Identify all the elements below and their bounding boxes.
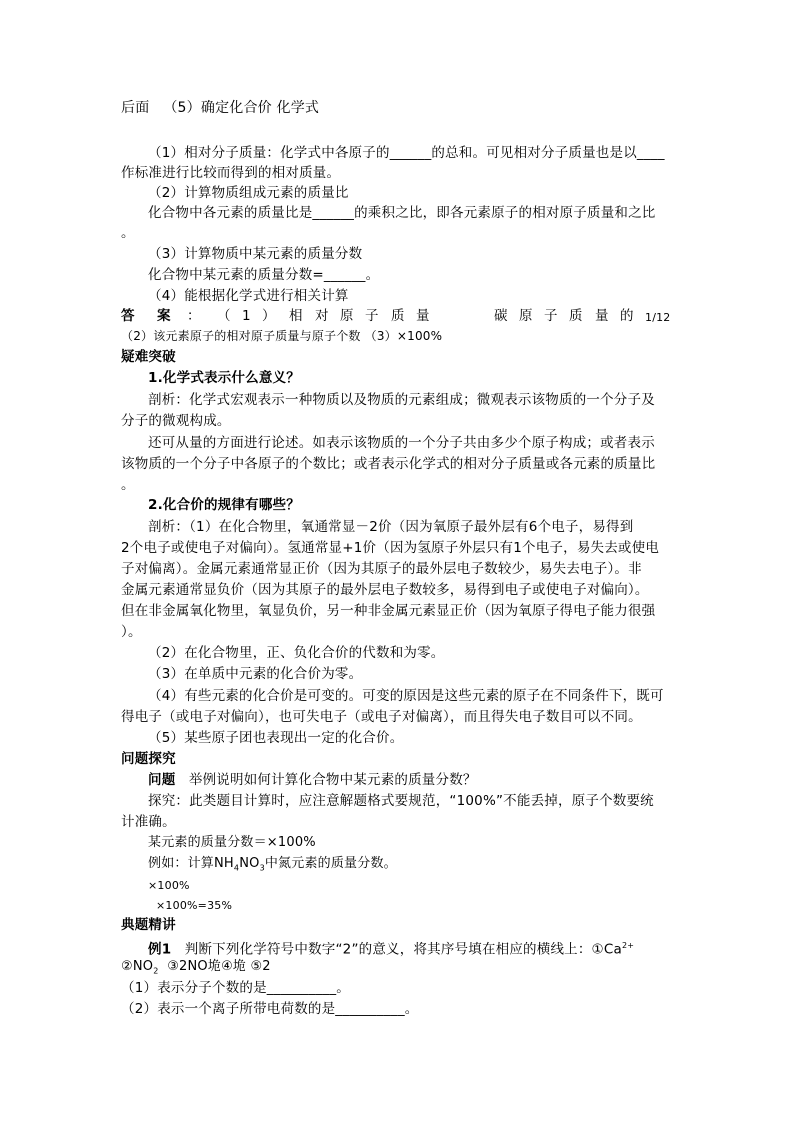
example-1-text: 判断下列化学符号中数字“2”的意义，将其序号填在相应的横线上：①Ca xyxy=(184,941,622,958)
symbol-no2: ②NO xyxy=(121,959,154,974)
question-2: 2.化合价的规律有哪些？ xyxy=(148,497,300,513)
rule-3: （3）在单质中元素的化合价为零。 xyxy=(148,666,363,682)
answer-label-2: 案 xyxy=(157,308,171,324)
explore-line-2: 计准确。 xyxy=(121,814,176,830)
inquiry-question xyxy=(148,770,477,790)
rule-4-line-2: 得电子（或电子对偏向），也可失电子（或电子对偏离），而且得失电子数目可以不同。 xyxy=(121,709,642,725)
answer-char: 碳 xyxy=(494,308,508,324)
point-3-line-1: 化合物中某元素的质量分数=______。 xyxy=(148,267,380,283)
answer-char: 子 xyxy=(544,308,558,324)
example-text-a: 例如：计算NH xyxy=(148,856,234,871)
q2-line-2: 2个电子或使电子对偏向）。氢通常显+1价（因为氢原子外层只有1个电子，易失去或使电 xyxy=(121,540,660,556)
answer-char: 子 xyxy=(365,308,379,324)
subscript-2: 2 xyxy=(153,966,159,976)
example-1-label: 例1 xyxy=(148,941,172,958)
q1-line-1: 剖析：化学式宏观表示一种物质以及物质的元素组成；微观表示该物质的一个分子及 xyxy=(148,392,655,408)
point-4-heading: （4）能根据化学式进行相关计算 xyxy=(148,288,349,304)
answer-char: 原 xyxy=(519,308,533,324)
q1-line-2: 分子的微观构成。 xyxy=(121,413,231,429)
inquiry-label: 问题 xyxy=(148,772,176,788)
rule-2: （2）在化合物里，正、负化合价的代数和为零。 xyxy=(148,645,445,661)
answer-label-1: 答 xyxy=(121,308,135,324)
point-1-line-2: 作标准进行比较而得到的相对质量。 xyxy=(121,165,341,181)
example-line xyxy=(148,854,397,879)
answer-char: 相 xyxy=(289,308,303,324)
point-2-line-2: 。 xyxy=(121,225,135,241)
q2-line-3: 子对偏离）。金属元素通常显正价（因为其原子的最外层电子数较少，易失去电子）。非 xyxy=(121,561,642,577)
example-1 xyxy=(148,936,634,960)
example-text-b: NO xyxy=(239,856,260,871)
answer-char: 量 xyxy=(416,308,430,324)
heading-inquiry: 问题探究 xyxy=(121,751,176,767)
example-text-c: 中氮元素的质量分数。 xyxy=(264,856,397,871)
calc-line-2: ×100%=35% xyxy=(156,899,233,912)
fill-blank-2: （2）表示一个离子所带电荷数的是__________。 xyxy=(121,1001,419,1017)
subscript-4: 4 xyxy=(233,863,240,873)
point-2-line-1: 化合物中各元素的质量比是______的乘积之比，即各元素原子的相对原子质量和之比 xyxy=(148,205,656,221)
point-3-heading: （3）计算物质中某元素的质量分数 xyxy=(148,246,363,262)
heading-examples: 典题精讲 xyxy=(121,917,176,933)
answer-char: 量 xyxy=(595,308,609,324)
q1-line-5: 。 xyxy=(121,477,135,493)
point-2-heading: （2）计算物质组成元素的质量比 xyxy=(148,185,349,201)
answer-paren-close: ） xyxy=(262,308,276,324)
answer-line-2: （2）该元素原子的相对原子质量与原子个数 （3）×100% xyxy=(121,329,443,343)
question-1: 1.化学式表示什么意义？ xyxy=(148,370,300,386)
q1-line-4: 该物质的一个分子中各原子的个数比；或者表示化学式的相对分子质量或各元素的质量比 xyxy=(121,456,656,472)
answer-char: 的 xyxy=(620,308,634,324)
answer-char: 对 xyxy=(315,308,329,324)
explore-line-1: 探究：此类题目计算时，应注意解题格式要规范，“100%”不能丢掉，原子个数要统 xyxy=(148,793,654,809)
answer-number: 1 xyxy=(242,308,251,324)
section-header xyxy=(121,98,319,118)
answer-paren-open: （ xyxy=(217,308,231,324)
answer-char: 质 xyxy=(391,308,405,324)
answer-char: 质 xyxy=(569,308,583,324)
formula-line: 某元素的质量分数＝×100% xyxy=(148,835,316,850)
rule-5: （5）某些原子团也表现出一定的化合价。 xyxy=(148,730,404,746)
calc-line-1: ×100% xyxy=(148,879,190,892)
superscript-2plus: 2+ xyxy=(621,941,635,950)
symbols-rest: ③2NO垝④垝 ⑤2 xyxy=(167,959,271,974)
header-prefix: 后面 xyxy=(121,100,150,116)
q2-line-5: 但在非金属氧化物里，氧显负价，另一种非金属元素显正价（因为氧原子得电子能力很强 xyxy=(121,603,656,619)
rule-4-line-1: （4）有些元素的化合价是可变的。可变的原因是这些元素的原子在不同条件下，既可 xyxy=(148,688,664,704)
answer-colon: ： xyxy=(187,308,201,324)
q1-line-3: 还可从量的方面进行论述。如表示该物质的一个分子共由多少个原子构成；或者表示 xyxy=(148,435,655,451)
inquiry-text: 举例说明如何计算化合物中某元素的质量分数？ xyxy=(188,772,477,788)
heading-difficulty: 疑难突破 xyxy=(121,349,176,365)
fill-blank-1: （1）表示分子个数的是__________。 xyxy=(121,980,350,996)
point-1-line-1: （1）相对分子质量：化学式中各原子的______的总和。可见相对分子质量也是以____ xyxy=(148,145,665,161)
answer-fraction: 1/12 xyxy=(645,311,671,324)
header-title: （5）确定化合价 化学式 xyxy=(163,100,320,116)
q2-line-1: 剖析：（1）在化合物里，氧通常显－2价（因为氧原子最外层有6个电子，易得到 xyxy=(148,519,634,535)
q2-line-4: 金属元素通常显负价（因为其原子的最外层电子数较多，易得到电子或使电子对偏向）。 xyxy=(121,582,649,598)
q2-line-6: ）。 xyxy=(121,624,142,640)
subscript-3: 3 xyxy=(259,863,265,873)
answer-char: 原 xyxy=(340,308,354,324)
